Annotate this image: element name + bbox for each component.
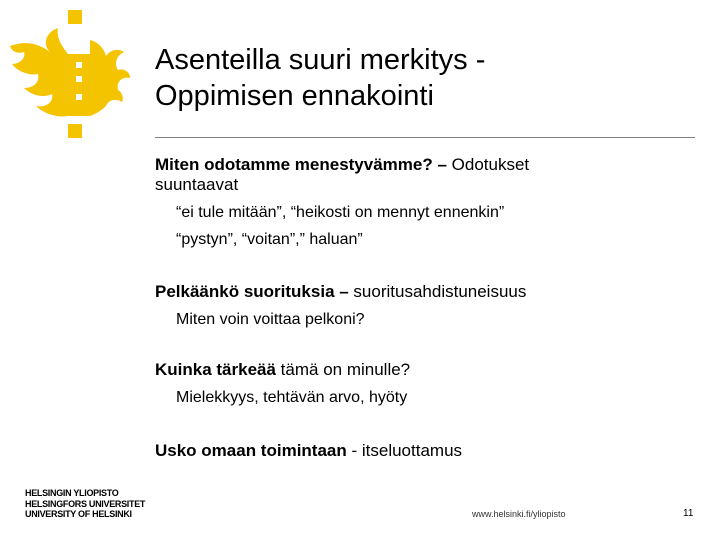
bullet-importance-bold: Kuinka tärkeää [155,360,276,379]
page-number: 11 [683,508,694,519]
sub-item: “pystyn”, “voitan”,” haluan” [176,231,363,248]
bullet-expectations-continuation: suuntaavat [155,175,239,194]
bullet-performance-anxiety-bold: Pelkäänkö suorituksia – [155,282,349,301]
slide-title [155,42,695,114]
university-name [25,488,145,520]
bullet-self-confidence-bold: Usko omaan toimintaan [155,441,347,460]
bullet-performance-anxiety [155,282,526,301]
bullet-importance-text: tämä on minulle? [275,360,411,379]
sub-item: “ei tule mitään”, “heikosti on mennyt ennenkin” [176,204,505,221]
bullet-expectations-bold: Miten odotamme menestyvämme? – [155,155,447,174]
sub-item: Mielekkyys, tehtävän arvo, hyöty [176,389,408,406]
footer-url: www.helsinki.fi/yliopisto [472,509,566,519]
bullet-self-confidence [155,441,462,460]
university-name-sv: HELSINGFORS UNIVERSITET [25,498,146,509]
university-name-fi: HELSINGIN YLIOPISTO [25,488,119,498]
title-line-2: Oppimisen ennakointi [155,80,434,112]
bullet-expectations [155,155,529,174]
sub-item: Miten voin voittaa pelkoni? [176,311,365,328]
university-flame-logo-icon [6,4,136,146]
university-name-en: UNIVERSITY OF HELSINKI [25,509,132,519]
bullet-self-confidence-text: - itseluottamus [346,441,463,460]
title-divider [155,137,695,138]
bullet-importance [155,360,410,379]
bullet-performance-anxiety-text: suoritusahdistuneisuus [348,282,527,301]
bullet-expectations-text: Odotukset [446,155,530,174]
title-line-1: Asenteilla suuri merkitys - [155,44,486,76]
